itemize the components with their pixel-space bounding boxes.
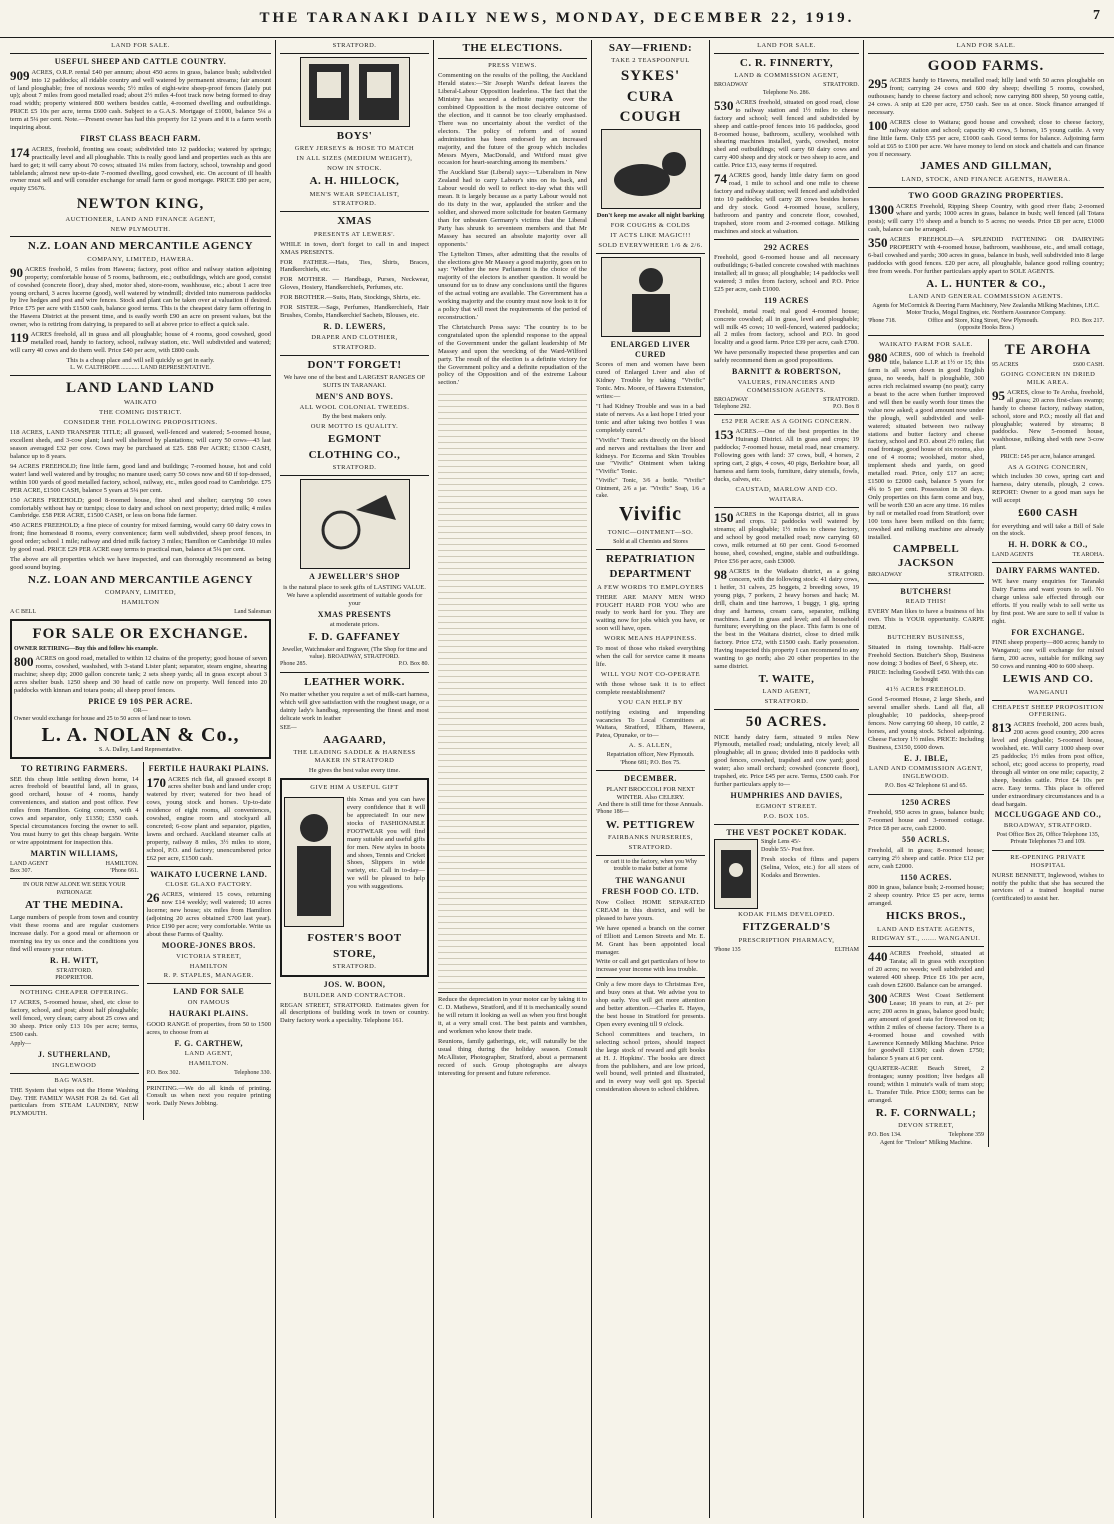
article-continuation (438, 389, 587, 989)
ring-icon (301, 480, 409, 568)
camera-icon (715, 840, 757, 908)
newspaper-title: THE TARANAKI DAILY NEWS, MONDAY, DECEMBER 22, 1919. (259, 10, 855, 26)
agent-name: NEWTON KING, (76, 196, 205, 213)
subcolumn-right: TE AROHA 95 ACRES £600 CASH. GOING CONCERN IN DRIED MILK AREA. 95 ACRES, close to Te Aroha, freehold, all grass; 20 acres first-class swamp; handy to cheese factory, railway station, school, store and P.O.; mostly all flat and ploughable; watered by streams; 8 paddocks. New 5-roomed house, washhouse, milking shed with new 3-cow plant. PRICE: £45 per acre, balance arranged. AS A GOING CONCERN, which includes 30 cows, spring cart and harness, dairy utensils, plough, 2 cows. REPORT: Owner to a good man says he will accept £600 CASH for everything and will take a Bill of Sale on the stock. H. H. DORK & CO., LAND AGENTS TE AROHA. DAIRY FARMS WANTED. WE have many enquiries for Taranaki Dairy Farms and want yours to sell. No charge unless sale effected through our efforts. If you really wish to sell write us by first post. We are sure to sell if value is right. FOR EXCHANGE. FINE sheep property—800 acres; handy to Wanganui; one will exchange for mixed farm, 200 acres, suitable for milking say 50 cows and running 400 to 600 sheep. LEWIS AND CO. WANGANUI CHEAPEST SHEEP PROPOSITION OFFERING. 813 ACRES freehold, 200 acres bush, 200 acres good country, 200 acres level and ploughable; 5-roomed house, woolshed, etc. Will carry 1000 sheep over 25 paddocks; 1½ miles from post office, school, etc; good access to property, road through all winter on one mile; capacity, 2 sheep, besides cattle. Price £4 10s per acre. Easy terms. This place is offered under extraordinary circumstances and is a dead bargain. MCCLUGGAGE AND CO., BROADWAY, STRATFORD. Post Office Box 26, Office Telephone 135, Private Telephones 73 and 109. RE-OPENING PRIVATE HOSPITAL NURSE BENNETT, Inglewood, wishes to notify the public that she has secured the services of a trained hospital nurse (certificated) to assist her. (988, 339, 1104, 1146)
man-portrait-illustration (284, 797, 344, 927)
ad-body: 174 ACRES, freehold, fronting sea coast; subdivided into 12 paddocks; watered by springs; practically level and all ploughable. This is really good land and properties such as this are hard to get; it will carry about 70 cows; situated 1¼ miles from factory, school, township and good tablelands; almost new up-to-date 7-roomed dwelling, good cowshed, etc. On account of ill health owner must sell and will consider exchange for small farm or good mortgage. PRICE £80 per acre, equity £5676. (10, 144, 271, 193)
dog-illustration (601, 129, 701, 209)
column-6: LAND FOR SALE. GOOD FARMS. 295 ACRES handy to Hawera, metalled road; hilly land with 50 acres ploughable on front; carrying 24 cows and 600 dry sheep; dwelling 5 rooms, cowshed, outhouses; handy to cheese factory and school; now carrying 800 sheep, 50 young cattle, 24 cows. A snip at £20 per acre, £750 cash. See us at once. Stock finance arranged if necessary. 100 ACRES close to Waitara; good house and cowshed; close to cheese factory, railway station and school; capacity 40 cows, 5 horses, 15 young cattle. A very fine little farm. Only £55 per acre, £1000 cash. Good terms for balance. Adjoining farm sold at £65 to £100 per acre. We have money to lend on stock and chattels and can finance you if necessary. JAMES AND GILLMAN, LAND, STOCK, AND FINANCE AGENTS, HAWERA. TWO GOOD GRAZING PROPERTIES. 1300 ACRES Freehold, Ripping Sheep Country, with good river flats; 2-roomed whare and yards; 1000 acres in grass, balance in bush; well fenced (all Totara posts); will carry 1½ sheep and a bunch to 5 acres; no weeds. Price £8 per acre, £1000 cash, balance can be arranged. 350 ACRES FREEHOLD—A SPLENDID FATTENING OR DAIRYING PROPERTY with 4-roomed house, bathroom, washhouse, etc., and small cottage, 6-bail cowshed and yards; 300 acres in grass, balance in bush, well subdivided into 8 large paddocks with good fences. £20 per acre, all ploughable, balance good rolling country; free from weeds. For further particulars apply apart to SOLE AGENTS. A. L. HUNTER & CO., LAND AND GENERAL COMMISSION AGENTS. Agents for McCormick & Deering Farm Machinery, New Zealandia Milking Machines, I.H.C. Motor Trucks, Mogul Engines, etc. Northern Assurance Company. 'Phone 718. Office and Store, King Street, New Plymouth. P.O. Box 217. (opposite Hooks Bros.) WAIKATO FARM FOR SALE. 980 ACRES, 600 of which is freehold title, balance L.I.P. at 1½ or 15; this farm is all sown down in good English grass, no weeds, half is ploughable, 300 acres rich reclaimed swamp (no peat); carry a beast to the acre when further improved and will then be easily worth four times the value now asked; a good amount now under the plough, well subdivided and well-watered; situated between two railway stations and butter factory and cheese factory, school and P.O. about 2½ miles; flat road frontage, good house of six rooms, also one of 4 rooms; woolshed, motor shed, implement sheds and yards, on good metalled road. Price, only £17 an acre; £1500 to £2000 cash, balance 5 years for 4¾ to 5 per cent. Possession in 30 days. Only properties on this farm come and buy, will be worth £30 an acre any time. 16 miles by rail or metalled road from Stratford; over 100 tons have been milked on this farm; cowshed and milking machine are already installed. CAMPBELL JACKSON BROADWAY STRATFORD. BUTCHERS! READ THIS! EVERY Man likes to have a business of his own. This is YOUR opportunity. CARPE DIEM. BUTCHERY BUSINESS, Situated in rising township. Half-acre Freehold Section. Butcher's Shop, Business now doing: 3 bodies of Beef, 6 Sheep, etc. PRICE: Including Goodwill £450. With this can be bought 41½ ACRES FREEHOLD. Good 5-roomed House, 2 large Sheds, and several smaller sheds. Land all flat, all ploughable; 10 paddocks, sheep-proof fences. Now carrying 60 sheep, 10 cattle, 2 horses, and young stock. School adjoining. Cheese Factory 1½ miles. PRICE: Including Business, £3150, £600 down. E. J. IBLE, LAND AND COMMISSION AGENT, INGLEWOOD. P.O. Box 42 Telephone 61 and 65. 1250 ACRES Freehold, 950 acres in grass, balance bush; 7-roomed house and 3-roomed cottage. Price £8 per acre, cash £2000. 550 ACRLS. Freehold, all in grass; 8-roomed house; carrying 2½ sheep and cattle. Price £12 per acre, cash £2000. 1150 ACRES. 800 in grass, balance bush; 2-roomed house; 2 sheep country. Price £5 per acre, terms arranged. HICKS BROS., LAND AND ESTATE AGENTS, RIDGWAY ST., ....... WANGANUI. 440 ACRES Freehold, situated at Tarata; all in grass with exception of 20 acres; no weeds; well subdivided and watered 400 sheep. Price £6 10s per acre, cash down £2600. Balance can be arranged. 300 ACRES West Coast Settlement Lease; 18 years to run, at 2/- per acre; 200 acres in grass, balance good bush; any amount of good rata for firewood on it; within 2 miles of cheese factory. There is a 4-roomed house and cowshed with Lawrence Kennedy Milking Machine. Price for goodwill £1300; cash down £750; balance 5 years at 6 per cent. QUARTER-ACRE Beach Street, 2 frontages; sunny position; live hedges all round; within 1 minute's walk of tram stop; L. Transfer Title. Price £300; terms can be arranged. R. F. CORNWALL; DEVON STREET, P.O. Box 134. Telephone 359 Agent for "Trelour" Milking Machine. TE AROHA 95 ACRES £600 CASH. GOING CONCERN IN DRIED MILK AREA. 95 ACRES, close to Te Aroha, freehold, all grass; 20 acres first-class swamp; handy to cheese factory, railway station, school, store and P.O.; mostly all flat and ploughable; watered by streams; 8 paddocks. New 5-roomed house, washhouse, milking shed with new 3-cow plant. PRICE: £45 per acre, balance arranged. AS A GOING CONCERN, which includes 30 cows, spring cart and harness, dairy utensils, plough, 2 cows. REPORT: Owner to a good man says he will accept £600 CASH for everything and will take a Bill of Sale on the stock. H. H. DORK & CO., LAND AGENTS TE AROHA. DAIRY FARMS WANTED. WE have many enquiries for Taranaki Dairy Farms and want yours to sell. No charge unless sale effected through our efforts. If you really wish to sell write us by first post. We are sure to sell if value is right. FOR EXCHANGE. FINE sheep property—800 acres; handy to Wanganui; one will exchange for mixed farm, 200 acres, suitable for milking say 50 cows and running 400 to 600 sheep. LEWIS AND CO. WANGANUI CHEAPEST SHEEP PROPOSITION OFFERING. 813 ACRES freehold, 200 acres bush, 200 acres good country, 200 acres level and ploughable; 5-roomed house, woolshed, etc. Will carry 1000 sheep over 25 paddocks; 1½ miles from post office, school, etc; good access to property, road through all winter on one mile; capacity, 2 sheep, besides cattle. Price £4 10s per acre. Easy terms. This place is offered under extraordinary circumstances and is a dead bargain. MCCLUGGAGE AND CO., BROADWAY, STRATFORD. Post Office Box 26, Office Telephone 135, Private Telephones 73 and 109. RE-OPENING PRIVATE HOSPITAL NURSE BENNETT, Inglewood, wishes to notify the public that she has secured the services of a trained hospital nurse (certificated) to assist her. (868, 42, 1104, 1146)
gift-ad: GIVE HIM A USEFUL GIFT this Xmas and you can have every confidence that it will be appreciated! In our new stocks of FASHIONABLE FOOTWEAR you will find many suitable and useful gifts for men. New styles in boots and shoes, Tennis and Cricket Shoes, Slippers in wide variety, etc. Call in to-day—we will be pleased to help you with suggestions. FOSTER'S BOOT STORE, STRATFORD. (280, 778, 429, 977)
page-number: 7 (1093, 8, 1100, 23)
ad-heading: LAND LAND LAND (65, 380, 215, 397)
ad-body: 909 ACRES, O.R.P. rental £40 per annum; about 450 acres in grass, balance bush; subdivided into 12 paddocks; all ridable country and well watered by permanent streams; fair amount of land ploughable; free of noxious weeds; 5½ miles of eight-wire sheep-proof fences (lately put up); about 7 miles from good metalled road; about 2½ miles 4-foot track now being formed to dray road width; property wintered 800 wethers besides cattle, 4-roomed dwelling and outbuildings. PRICE £5 10s per acre, terms £600 cash. Subject to a G.A.S. Mortgage of £1000, balance 5¼ a term at 5¼ per cent. Note.—Present owner has had this property for 12 years and it is a farm worth inquiring about. (10, 67, 271, 132)
column-5: LAND FOR SALE. C. R. FINNERTY, LAND & COMMISSION AGENT, BROADWAY STRATFORD. Telephone No. 286. 530 ACRES freehold, situated on good road, close to railway station and 1½ miles to cheese factory and school; well fenced and subdivided by sheep and cattle-proof fences into 16 paddocks, good 8-roomed house, bathroom, scullery, woolshed with shearing machines installed, yards, cowshed, motor shed and outbuildings; will carry 60 dairy cows and carry 400 sheep and dry stock or two sheep to acre, and cattle. Price £13, easy terms if required. 74 ACRES good, handy little dairy farm on good road, 1 mile to school and one mile to cheese factory and railway station; well fenced and subdivided into 10 paddocks; will carry 28 cows besides horses and dry stock. Good 4-roomed house, scullery, bathroom and pantry and concrete floor, cowshed, trapshed, store room and 2-roomed cottage. Milking machines and stock at valuation. 292 ACRES Freehold, good 6-roomed house and all necessary outbuildings; 6-bailed concrete cowshed with machines installed; all in grass; all ploughable; 14 paddocks well watered; 3 miles from factory, school and P.O. Price £25 per acre, cash £1000. 119 ACRES Freehold, metal road; real good 4-roomed house; concrete cowshed; all in grass, level and ploughable; will milk 45 cows; 10 well-fenced, watered paddocks; all 2 miles from factory, school and P.O. In good locality and a good farm. Price £39 per acre, cash £700. We have personally inspected these properties and can safely recommend them as good propositions. BARNITT & ROBERTSON, VALUERS, FINANCIERS AND COMMISSION AGENTS. BROADWAY STRATFORD. Telephone 292. P.O. Box 8 £52 PER ACRE AS A GOING CONCERN. 153 ACRES.—One of the best properties in the Huirangi District. All in grass and crops; 19 paddocks; 7-roomed house, metal road, near creamery. Following goes with land: 37 cows, bull, 4 horses, 2 spring cart, 2 gigs, 4 cows, 40 pigs, Berkshire boar, all harness and farm tools, furniture, dairy utensils, fowls, ducks, calves, etc. CAUSTAD, MARLOW AND CO. WAITARA. 150 ACRES in the Kaponga district, all in grass and crops. 12 paddocks well watered by streams; all ploughable; 1½ miles to cheese factory, and school by good metalled road; now carrying 60 cows, milk returned at 60 per cent. Good 6-roomed house, shed, cowshed, engine, stable and outbuildings. Price £56 per acre, cash £3000. 98 ACRES in the Waikato district, as a going concern, with the following stock: 41 dairy cows, 1 heifer, 31 calves, 25 hoggets, 2 breeding sows, 19 young pigs, 7 porkers, 2 heavy horses and hack; M. drill, chain and tine harrows, 1 buggy, 1 gig, spring dray and harness, cream cans, separator, milking machines. Land in grass and level; and all household furniture; everything on the place. This farm is one of the best in the Waitara district, close to dried milk factory. Price £72, with £1500 cash. Early possession. Having inspected this property I can recommend to any wanting to go north; also 20 other properties in the same district. T. WAITE, LAND AGENT, STRATFORD. 50 ACRES. NICE handy dairy farm, situated 9 miles New Plymouth, metalled road; undulating, nicely level; all ploughable; all in grass; divided into 8 paddocks with good fences, cowshed, trapshed and cow yard; good water; also small orchard; cowshed (concrete floor), trapshed, etc. Price £45 per acre. Terms, £500 cash. For further particulars apply to— HUMPHRIES AND DAVIES, EGMONT STREET. P.O. BOX 105. THE VEST POCKET KODAK. Single Lens 45/- Double 55/- Post free. Fresh stocks of films and papers (Selina, Velox, etc.) for all sizes of Kodaks and Brownies. KODAK FILMS DEVELOPED. FITZGERALD'S PRESCRIPTION PHARMACY, 'Phone 135 ELTHAM (710, 40, 864, 1518)
masthead (0, 0, 1114, 38)
ad-heading: FIRST CLASS BEACH FARM. (80, 134, 201, 144)
dog-icon (602, 130, 700, 208)
agent-name: N.Z. LOAN AND MERCANTILE AGENCY (27, 240, 254, 253)
agent-name: L. A. NOLAN & Co., (41, 724, 240, 747)
ad-body: 90 ACRES freehold, 5 miles from Hawera; factory, post office and railway station adjoining property; comfortable house of 5 rooms, bathroom, etc.; outbuildings, which are good, consist of cowshed (concrete floor), dray shed, motor shed, store-room, washhouse, etc.; about 1 acre tree young orchard, 3 acres lucerne (good), well watered by windmill; divided into numerous paddocks by live hedges and post and wire fences. Stock and plant can be taken over at valuation if desired. Price £75 per acre with £1500 cash, balance good terms. This is the cheapest dairy farm offering in the Hawera District at the present time, and is easily worth £90 an acre on present values, but the owner, who is retiring from dairying, is prepared to sell at above price to effect a quick sale. (10, 264, 271, 329)
column-2: STRATFORD. BOYS' GREY JERSEYS & HOSE TO MATCH IN ALL SIZES (MEDIUM WEIGHT), NOW IN STOCK. A. H. HILLOCK, MEN'S WEAR SPECIALIST, STRATFORD. XMAS PRESENTS AT LEWERS'. WHILE in town, don't forget to call in and inspect XMAS PRESENTS. FOR FATHER.—Hats, Ties, Shirts, Braces, Handkerchiefs, etc. FOR MOTHER. — Handbags, Purses, Neckwear, Gloves, Hosiery, Handkerchiefs, Perfumes, etc. FOR BROTHER.—Suits, Hats, Stockings, Shirts, etc. FOR SISTER.—Sags, Perfumes, Handkerchiefs, Hair Brushes, Combs, Handkerchief Sachets, Blouses, etc. R. D. LEWERS, DRAPER AND CLOTHIER, STRATFORD. DON'T FORGET! We have one of the best and LARGEST RANGES OF SUITS IN TARANAKI. MEN'S AND BOYS. ALL WOOL COLONIAL TWEEDS. By the best makers only. OUR MOTTO IS QUALITY. EGMONT CLOTHING CO., STRATFORD. A JEWELLER'S SHOP is the natural place to seek gifts of LASTING VALUE. We have a splendid assortment of suitable goods for your XMAS PRESENTS at moderate prices. F. D. GAFFANEY Jeweller, Watchmaker and Engraver, (The Shop for time and value). BROADWAY, STRATFORD. Phone 285. P.O. Box 80. LEATHER WORK. No matter whether you require a set of milk-cart harness, which will give satisfaction with the roughest usage, or a dainty lady's handbag, representing the finest and most delicate work in leather SEE— AAGAARD, THE LEADING SADDLE & HARNESS MAKER IN STRATFORD He gives the best value every time. GIVE HIM A USEFUL GIFT this Xmas and you can have every confidence that it will be appreciated! In our new stocks of FASHIONABLE FOOTWEAR you will find many suitable and useful gifts for men. New styles in boots and shoes, Tennis and Cricket Shoes, Slippers in wide variety, etc. Call in to-day—we will be pleased to help you with suggestions. FOSTER'S BOOT STORE, STRATFORD. JOS. W. BOON, BUILDER AND CONTRACTOR. REGAN STREET, STRATFORD. Estimates given for all descriptions of building work in town or country. Dairy factory work a speciality. Telephone 161. (276, 40, 434, 1518)
camera-illustration (714, 839, 758, 909)
subcolumn-left: WAIKATO FARM FOR SALE. 980 ACRES, 600 of which is freehold title, balance L.I.P. at 1½ or 15; this farm is all sown down in good English grass, no weeds, half is ploughable, 300 acres rich reclaimed swamp (no peat); carry a beast to the acre when further improved and will then be easily worth four times the value now asked; a good amount now under the plough, well subdivided and well-watered; situated between two railway stations and butter factory and cheese factory, school and P.O. about 2½ miles; flat road frontage, good house of six rooms, also one of 4 rooms; woolshed, motor shed, implement sheds and yards, on good metalled road. Price, only £17 an acre; £1500 to £2000 cash, balance 5 years for 4¾ to 5 per cent. Possession in 30 days. Only properties on this farm come and buy, will be worth £30 an acre any time. 16 miles by rail or metalled road from Stratford; over 100 tons have been milked on this farm; cowshed and milking machine are already installed. CAMPBELL JACKSON BROADWAY STRATFORD. BUTCHERS! READ THIS! EVERY Man likes to have a business of his own. This is YOUR opportunity. CARPE DIEM. BUTCHERY BUSINESS, Situated in rising township. Half-acre Freehold Section. Butcher's Shop, Business now doing: 3 bodies of Beef, 6 Sheep, etc. PRICE: Including Goodwill £450. With this can be bought 41½ ACRES FREEHOLD. Good 5-roomed House, 2 large Sheds, and several smaller sheds. Land all flat, all ploughable; 10 paddocks, sheep-proof fences. Now carrying 60 sheep, 10 cattle, 2 horses, and young stock. School adjoining. Cheese Factory 1½ miles. PRICE: Including Business, £3150, £600 down. E. J. IBLE, LAND AND COMMISSION AGENT, INGLEWOOD. P.O. Box 42 Telephone 61 and 65. 1250 ACRES Freehold, 950 acres in grass, balance bush; 7-roomed house and 3-roomed cottage. Price £8 per acre, cash £2000. 550 ACRLS. Freehold, all in grass; 8-roomed house; carrying 2½ sheep and cattle. Price £12 per acre, cash £2000. 1150 ACRES. 800 in grass, balance bush; 2-roomed house; 2 sheep country. Price £5 per acre, terms arranged. HICKS BROS., LAND AND ESTATE AGENTS, RIDGWAY ST., ....... WANGANUI. 440 ACRES Freehold, situated at Tarata; all in grass with exception of 20 acres; no weeds; well subdivided and watered 400 sheep. Price £6 10s per acre, cash down £2600. Balance can be arranged. 300 ACRES West Coast Settlement Lease; 18 years to run, at 2/- per acre; 200 acres in grass, balance good bush; any amount of good rata for firewood on it; within 2 miles of cheese factory. There is a 4-roomed house and cowshed with Lawrence Kennedy Milking Machine. Price for goodwill £1300; cash down £750; balance 5 years at 6 per cent. QUARTER-ACRE Beach Street, 2 frontages; sunny position; live hedges all round; within 1 minute's walk of tram stop; L. Transfer Title. Price £300; terms can be arranged. R. F. CORNWALL; DEVON STREET, P.O. Box 134. Telephone 359 Agent for "Trelour" Milking Machine. (868, 341, 984, 1146)
column-1: LAND FOR SALE. USEFUL SHEEP AND CATTLE COUNTRY. 909 ACRES, O.R.P. rental £40 per annum; about 450 acres in grass, balance bush; subdivided into 12 paddocks; all ridable country and well watered by permanent streams; fair amount of land ploughable; free of noxious weeds; 5½ miles of eight-wire sheep-proof fences (lately put up); about 7 miles from good metalled road; about 2½ miles 4-foot track now being formed to dray road width; property wintered 800 wethers besides cattle, 4-roomed dwelling and outbuildings. PRICE £5 10s per acre, terms £600 cash. Subject to a G.A.S. Mortgage of £1000, balance 5¼ a term at 5¼ per cent. Note.—Present owner has had this property for 12 years and it is a farm worth inquiring about. FIRST CLASS BEACH FARM. 174 ACRES, freehold, fronting sea coast; subdivided into 12 paddocks; watered by springs; practically level and all ploughable. This is really good land and properties such as this are hard to get; it will carry about 70 cows; situated 1¼ miles from factory, school, township and good tablelands; almost new up-to-date 7-roomed dwelling, good cowshed, etc. On account of ill health owner must sell and will consider exchange for small farm or good mortgage. PRICE £80 per acre, equity £5676. NEWTON KING, AUCTIONEER, LAND AND FINANCE AGENT, NEW PLYMOUTH. N.Z. LOAN AND MERCANTILE AGENCY COMPANY, LIMITED, HAWERA. 90 ACRES freehold, 5 miles from Hawera; factory, post office and railway station adjoining property; comfortable house of 5 rooms, bathroom, etc.; outbuildings, which are good, consist of cowshed (concrete floor), dray shed, motor shed, store-room, washhouse, etc.; about 1 acre tree young orchard, 3 acres lucerne (good), well watered by windmill; divided into numerous paddocks by live hedges and post and wire fences. Stock and plant can be taken over at valuation if desired. Price £75 per acre with £1500 cash, balance good terms. This is the cheapest dairy farm offering in the Hawera District at the present time, and is easily worth £90 an acre on present values, but the owner, who is retiring from dairying, is prepared to sell at above price to effect a quick sale. 119 ACRES freehold, all in grass and all ploughable; house of 4 rooms, good cowshed, good metalled road, handy to factory, school, railway station, etc. Well subdivided and watered; will carry 40 cows and do them well. Price £40 per acre, with £800 cash. This is a cheap place and will sell quickly so get in early. L. W. CALTHROPE ............ LAND REPRESENTATIVE. LAND LAND LAND WAIKATO THE COMING DISTRICT. CONSIDER THE FOLLOWING PROPOSITIONS. 118 ACRES, LAND TRANSFER TITLE; all grassed, well-fenced and watered; 5-roomed house, excellent sheds, and 3-cow plant; land well sheltered by plantations; will carry 50 cows—43 last season averaged £32 per cow. Cows may be purchased at £25. £88 Per ACRE; £1300 CASH, balance up to 8 years. 94 ACRES FREEHOLD; fine little farm, good land and buildings; 7-roomed house, hot and cold water! land well watered and by troughs; no manure used; carry 50 cows now and 60 if top-dressed, within 100 yards of good metalled factory, school, railway, etc., miles good road to Cambridge. £75 PER ACRE, £1500 CASH, balance 5 years at 5¼ per cent. 150 ACRES FREEHOLD; good 8-roomed house, fine shed and shelter; carrying 50 cows comfortably without hay or turnips; close to dairy and school on next property; dried milk; 4 miles Cambridge. £58 PER ACRE, £1500 CASH, or less on bona fide farmer. 450 ACRES FREEHOLD; a fine piece of country for mixed farming, would carry 60 dairy cows in front; fine homestead 8 rooms, every convenience; farm well subdivided, sheep proof fences, in good order; school 1 mile; railway and dried milk factory 3 miles; Hamilton or Cambridge 10 miles by good road. PRICE £29 PER ACRE easy terms to practical man, balance at 5¼ per cent. The above are all properties which we have inspected, and can thoroughly recommend as being good sound buying. N.Z. LOAN AND MERCANTILE AGENCY COMPANY, LIMITED, HAMILTON A C BELL Land Salesman FOR SALE OR EXCHANGE. OWNER RETIRING—Buy this and follow his example. 800 ACRES on good road, metalled to within 12 chains of the property; good house of seven rooms, cowshed, washshed, with 3-stand Lister plant; separator, steam engine, shearing machine; sheep dip; 2000 gallon concrete tank; 2 sets sheep yards; all in grass except about 3 acres shelter bush. 1250 sheep and 30 head of cattle now on property. Well fenced into 20 paddocks with kinnan and totara posts; all sheep proof fences. PRICE £9 10S PER ACRE. OR— Owner would exchange for house and 25 to 50 acres of land near to town. L. A. NOLAN & Co., S. A. Dalley, Land Representative. TO RETIRING FARMERS. SEE this cheap little settling down home, 14 acres freehold of beautiful land, all in grass, good orchard, house of 4 rooms, handy conveniences, and station and post office. Few miles from Hamilton. Going concern, with 4 cows and separator, only £1350; £350 cash. Special circumstances forcing the owner to sell. You must hurry to get this cheap bargain. Write or wire appointment for inspection this. MARTIN WILLIAMS, LAND AGENT HAMILTON. Box 307. 'Phone 661. IN OUR NEW ALONE WE SEEK YOUR PATRONAGE AT THE MEDINA. Large numbers of people from town and country visit these rooms and are regular customers increase daily. For a good meal or afternoon or morning tea try us once and the conditions you find will ensure your return. R. H. WITT, STRATFORD. PROPRIETOR. NOTHING CHEAPER OFFERING. 17 ACRES, 5-roomed house, shed, etc close to factory, school, and post; about half ploughable; well fenced, very clean; carry about 25 cows and 30 sheep. Price only £13 10s per acre; terms, £500 cash. Apply— J. SUTHERLAND, INGLEWOOD BAG WASH. THE System that wipes out the Home Washing Day. THE FAMILY WASH FOR 2s 6d. Get all particulars from STEAM LAUNDRY, NEW PLYMOUTH. FERTILE HAURAKI PLAINS. 170 ACRES rich flat, all grassed except 8 acres shelter bush and land under crop; watered by river; watered for two head of cows, young stock and horses. Up-to-date residence of eight rooms, all conveniences, cowshed, engine room and stockyard all concreted; 6-cow plant and separator, pigsties, lawns and orchard. Auckland steamer calls at property, railway 8 miles, 3½ miles to store, school, P.O. and factory; unencumbered price £62 per acre, £1500 cash. WAIKATO LUCERNE LAND. CLOSE GLAXO FACTORY. 26 ACRES, wintered 15 cows, returning now £14 weekly; well watered; 10 acres lucerne; new house; six miles from Hamilton (adjoining 20 acres obtained £700 last year). Price £190 per acre; very comfortable. Write us about these Farms of Quality. MOORE-JONES BROS. VICTORIA STREET, HAMILTON R. P. STAPLES, MANAGER. LAND FOR SALE ON FAMOUS HAURAKI PLAINS. GOOD RANGE of properties, from 50 to 1500 acres, to choose from at F. G. CARTHEW, LAND AGENT, HAMILTON. P.O. Box 302. Telephone 330. PRINTING.—We do all kinds of printing. Consult us when next you require printing work. Daily News Jobbing. (6, 40, 276, 1518)
person-icon (602, 258, 700, 336)
column-3: THE ELECTIONS. PRESS VIEWS. Commenting on the results of the polling, the Auckland Herald states:—'Sir Joseph Ward's defeat leaves the Liberal-Labour Opposition leaderless. The fact that the Ministry has secured a definite majority over the combined Opposition is the most decisive outcome of the election, and it cannot be too clearly emphasised. There was no uncertainty about the verdict of the electors. The policy of reform and of sound administration has been endorsed by an increased majority, and the future of the group which includes Messrs Myers, MacDonald, and Witford must give occasion for heart-searching among its members.' The Auckland Star (Liberal) says:—'Liberalism in New Zealand had to carry Labour's sins on its back, and Labour would do well to reflect to-day what this will mean. It is largely because as a party Labour would not do its duty in the war, applauded the striker and the soldier, and showed more solicitude for beaten Germany than for unbeaten Germany's victims that the Liberal Party has shrunk to seventeen members and that Mr Massey has secured an absolute majority over all opponents.' The Lyttelton Times, after admitting that the results of the elections give Mr Massey a good majority, goes on to say: 'Whether the new Parliament is the choice of the majority of the electors is another question. It would be unsound for us to draw any conclusions until the figures of the actual voting are available. The Government has a working majority and the country must now look to it for a policy that will meet the requirements of the period of reconstruction.' The Christchurch Press says: 'The country is to be congratulated upon the splendid response to the appeal of the Government under the gallant leadership of Mr Massey and upon the wrecking of the Ward-Wilford party. The result of the election is a definite victory for the Government policy and a definite repudiation of the policy of the Opposition and of the extreme Labour section.' Reduce the depreciation in your motor car by taking it to C. D. Mathews, Stratford, and if it is mechanically sound he will return it looking as well as when you first bought it, at a very small cost. The best paints and varnishes, and workmen who know their trade. Reunions, family gatherings, etc, will naturally be the usual thing during the holiday season. Consult McAllister, Photographer, Stratford, about a permanent record of such. Group photographs are always interesting for present and future reference. (434, 40, 592, 1518)
man-icon (285, 798, 343, 926)
section-heading: LAND FOR SALE. (111, 42, 170, 49)
column-4: SAY—FRIEND: TAKE 2 TEASPOONFUL SYKES' CURA COUGH Don't keep me awake all night barking FOR COUGHS & COLDS IT ACTS LIKE MAGIC!!! SOLD EVERYWHERE 1/6 & 2/6. ENLARGED LIVER CURED Scores of men and women have been cured of Enlarged Liver and also of Kidney Trouble by taking "Vivific" Tonic. Mrs. Moore, of Hawera Extension, writes:— "I had Kidney Trouble and was in a bad state of nerves. As a last hope I tried your tonic and after taking two bottles I was completely cured." "Vivific" Tonic acts directly on the blood and nerves and revitalises the liver and kidneys. For Eczema and Skin Troubles use "Vivific" Ointment when taking "Vivific" Tonic. "Vivific" Tonic, 3/6 a bottle. "Vivific" Ointment, 2/6 a jar. "Vivific" Soap, 1/6 a cake. Vivific TONIC—OINTMENT—SO. Sold at all Chemists and Stores REPATRIATION DEPARTMENT A FEW WORDS TO EMPLOYERS THERE ARE MANY MEN WHO FOUGHT HARD FOR YOU who are ready to work hard for you. They are waiting now for jobs which you have, or soon will have, open. WORK MEANS HAPPINESS. To most of those who risked everything when the call for service came it means life. WILL YOU NOT CO-OPERATE with those whose task it is to effect complete reestablishment? YOU CAN HELP BY notifying existing and impending vacancies To Local Committees at Waitara, Stratford, Eltham, Hawera, Patea, Opunake, or to— A. S. ALLEN, Repatriation officer, New Plymouth. 'Phone 681; P.O. Box 75. DECEMBER. PLANT BROCCOLI FOR NEXT WINTER. Also CELERY. And there is still time for those Annuals. 'Phone 186— W. PETTIGREW FAIRBANKS NURSERIES, STRATFORD. or cart it to the factory, when you Why trouble to make butter at home THE WANGANUI FRESH FOOD CO. LTD. Now Collect HOME SEPARATED CREAM in this district, and will be pleased to have yours. We have opened a branch on the corner of Elliott and Lemon Streets and Mr. E. M. Grant has been appointed local manager. Write or call and get particulars of how to increase your income with less trouble. Only a few more days to Christmas Eve, and busy ones at that. We advise you to shop early. You will get more attention and better attention.—Charles E. Hayes, the best house in Stratford for presents. Open every evening till 9 o'clock. School committees and teachers, in selecting school prizes, should inspect the large stock of reward and gift books at H. J. Hopkins'. The books are direct from the publishers, and are low priced, well bound, well printed and illustrated, and in every way well got up. Special consideration shown to school children. (592, 40, 710, 1518)
exchange-ad: FOR SALE OR EXCHANGE. OWNER RETIRING—Buy this and follow his example. 800 ACRES on good road, metalled to within 12 chains of the property; good house of seven rooms, cowshed, washshed, with 3-stand Lister plant; separator, steam engine, shearing machine; sheep dip; 2000 gallon concrete tank; 2 sets sheep yards; all in grass except about 3 acres shelter bush. 1250 sheep and 30 head of cattle now on property. Well fenced into 20 paddocks with kinnan and totara posts; all sheep proof fences. PRICE £9 10S PER ACRE. OR— Owner would exchange for house and 25 to 50 acres of land near to town. L. A. NOLAN & Co., S. A. Dalley, Land Representative. (10, 619, 271, 758)
jersey-icon (301, 58, 409, 126)
page-columns (6, 40, 1108, 1518)
ad-body: 119 ACRES freehold, all in grass and all ploughable; house of 4 rooms, good cowshed, good metalled road, handy to factory, school, railway station, etc. Well subdivided and watered; will carry 40 cows and do them well. Price £40 per acre, with £800 cash. (10, 330, 271, 355)
subcolumn-right: FERTILE HAURAKI PLAINS. 170 ACRES rich flat, all grassed except 8 acres shelter bush and land under crop; watered by river; watered for two head of cows, young stock and horses. Up-to-date residence of eight rooms, all conveniences, cowshed, engine room and stockyard all concreted; 6-cow plant and separator, pigsties, lawns and orchard. Auckland steamer calls at property, railway 8 miles, 3½ miles to store, school, P.O. and factory; unencumbered price £62 per acre, £1500 cash. WAIKATO LUCERNE LAND. CLOSE GLAXO FACTORY. 26 ACRES, wintered 15 cows, returning now £14 weekly; well watered; 10 acres lucerne; new house; six miles from Hamilton (adjoining 20 acres obtained £700 last year). Price £190 per acre; very comfortable. Write us about these Farms of Quality. MOORE-JONES BROS. VICTORIA STREET, HAMILTON R. P. STAPLES, MANAGER. LAND FOR SALE ON FAMOUS HAURAKI PLAINS. GOOD RANGE of properties, from 50 to 1500 acres, to choose from at F. G. CARTHEW, LAND AGENT, HAMILTON. P.O. Box 302. Telephone 330. PRINTING.—We do all kinds of printing. Consult us when next you require printing work. Daily News Jobbing. (143, 762, 272, 1121)
patient-illustration (601, 257, 701, 337)
agent-name: N.Z. LOAN AND MERCANTILE AGENCY (27, 573, 254, 586)
jewellery-illustration (300, 479, 410, 569)
ad-heading: USEFUL SHEEP AND CATTLE COUNTRY. (54, 56, 227, 66)
boys-clothing-illustration (300, 57, 410, 127)
subcolumn-left: TO RETIRING FARMERS. SEE this cheap little settling down home, 14 acres freehold of beautiful land, all in grass, good orchard, house of 4 rooms, handy conveniences, and station and post office. Few miles from Hamilton. Going concern, with 4 cows and separator, only £1350; £350 cash. Special circumstances forcing the owner to sell. You must hurry to get this cheap bargain. Write or wire appointment for inspection this. MARTIN WILLIAMS, LAND AGENT HAMILTON. Box 307. 'Phone 661. IN OUR NEW ALONE WE SEEK YOUR PATRONAGE AT THE MEDINA. Large numbers of people from town and country visit these rooms and are regular customers increase daily. For a good meal or afternoon or morning tea try us once and the conditions you find will ensure your return. R. H. WITT, STRATFORD. PROPRIETOR. NOTHING CHEAPER OFFERING. 17 ACRES, 5-roomed house, shed, etc close to factory, school, and post; about half ploughable; well fenced, very clean; carry about 25 cows and 30 sheep. Price only £13 10s per acre; terms, £500 cash. Apply— J. SUTHERLAND, INGLEWOOD BAG WASH. THE System that wipes out the Home Washing Day. THE FAMILY WASH FOR 2s 6d. Get all particulars from STEAM LAUNDRY, NEW PLYMOUTH. (10, 763, 139, 1118)
article-headline: THE ELECTIONS. (462, 42, 563, 54)
